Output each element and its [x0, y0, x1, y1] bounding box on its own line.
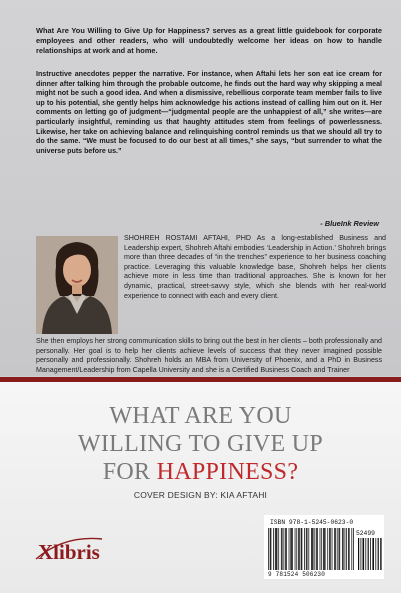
barcode-bar	[327, 528, 328, 570]
barcode-bar	[332, 528, 333, 570]
addon-barcode-icon	[358, 538, 382, 570]
barcode-bar	[295, 528, 296, 570]
barcode-bar	[353, 528, 354, 570]
barcode-bar	[299, 528, 300, 570]
title-line-3	[0, 458, 401, 486]
author-bio-continued: She then employs her strong communication skills to bring out the best in her clients – both professionally and personally. Her goal is to help her clients achieve levels of success that they never imagined possible personally and professionally. Shohreh holds an MBA from University of Phoenix, and a PhD in Business Management/Leadership from Capella University and she is a Certified Business Coach and Trainer	[36, 337, 382, 374]
isbn-number: ISBN 978-1-5245-0623-0	[270, 519, 354, 526]
price-code: 52499	[356, 530, 375, 537]
barcode-bar	[349, 528, 350, 570]
barcode-bar	[339, 528, 340, 570]
barcode-bar	[330, 528, 331, 570]
barcode-bar	[316, 528, 317, 570]
barcode-bar	[282, 528, 283, 570]
cover-design-credit: COVER DESIGN BY: KIA AFTAHI	[133, 490, 268, 500]
barcode-bar	[323, 528, 324, 570]
barcode-bar	[321, 528, 322, 570]
barcode-bar	[348, 528, 349, 570]
barcode-bar	[268, 528, 269, 570]
barcode-bar	[311, 528, 312, 570]
barcode-bar	[286, 528, 287, 570]
barcode-bar	[343, 528, 344, 570]
barcode-bar	[278, 528, 279, 570]
barcode-bar	[289, 528, 290, 570]
barcode-bar	[320, 528, 321, 570]
barcode-digits: 9 781524 506230	[268, 571, 326, 578]
barcode-bar	[301, 528, 302, 570]
author-portrait-icon	[36, 236, 118, 334]
barcode-bar	[312, 528, 313, 570]
barcode-bar	[307, 528, 308, 570]
barcode-bar	[346, 528, 347, 570]
barcode-bar	[277, 528, 278, 570]
barcode-bar	[308, 528, 309, 570]
barcode-bar	[334, 528, 335, 570]
title-line-1: WHAT ARE YOU	[109, 403, 292, 429]
book-title	[0, 402, 401, 486]
barcode-bar	[324, 528, 325, 570]
title-accent-word: HAPPINESS?	[156, 459, 299, 485]
barcode-icon	[268, 528, 354, 570]
barcode-bar	[271, 528, 272, 570]
barcode-bar	[306, 528, 307, 570]
barcode-bar	[304, 528, 305, 570]
barcode-bar	[335, 528, 336, 570]
title-line-2: WILLING TO GIVE UP	[77, 431, 324, 457]
barcode-bar	[329, 528, 330, 570]
barcode-bar	[291, 528, 292, 570]
barcode-bar	[296, 528, 297, 570]
barcode-bar	[351, 528, 352, 570]
barcode-bar	[276, 528, 277, 570]
author-photo	[36, 236, 118, 334]
publisher-logo: Xlibris	[38, 540, 100, 564]
review-source: - BlueInk Review	[320, 219, 379, 228]
barcode-bar	[337, 528, 338, 570]
blurb-paragraph-1: What Are You Willing to Give Up for Happiness? serves as a great little guidebook for corporate employees and other readers, who will undoubtedly welcome her ideas on how to handle relationships at work and at home.	[36, 26, 382, 55]
barcode-bar	[325, 528, 326, 570]
blurb-paragraph-2: Instructive anecdotes pepper the narrative. For instance, when Aftahi lets her son eat ice cream for dinner after talking him through the probable outcome, he finds out the hard way why skipping a meal might not be such a good idea. And when a dismissive, rebellious corporate team member fails to live up to his potential, she gently helps him acknowledge his actions instead of calling him out on it. Her comments on letting go of judgment—“judgmental people are the unhappiest of all,” she writes—are particularly insightful, reminding us that haughty attitudes stem from feelings of powerlessness. Likewise, her take on achieving balance and relinquishing control reminds us that we should all try to do the same. “We must be focused to do our best at all times,” she says, “but surrender to what the universe puts before us.”	[36, 70, 382, 155]
barcode-bar	[275, 528, 276, 570]
barcode-bar	[314, 528, 315, 570]
barcode-bar	[285, 528, 286, 570]
barcode-bar	[298, 528, 299, 570]
barcode-bar	[292, 528, 293, 570]
barcode-bar	[273, 528, 274, 570]
barcode-bar	[283, 528, 284, 570]
barcode-bar	[302, 528, 303, 570]
barcode-bar	[339, 528, 340, 570]
barcode-bar	[313, 528, 314, 570]
barcode-bar	[270, 528, 271, 570]
barcode-bar	[345, 528, 346, 570]
author-bio-intro: SHOHREH ROSTAMI AFTAHI, PHD As a long-established Business and Leadership expert, Shohreh Aftahi embodies ‘Leadership in Action.’ Shohreh brings more than three decades of “in the trenches” experience to her business coaching practice. Leveraging this valuable knowledge base, Shohreh helps her clients achieve more in less time than traditional approaches. She is known for her dynamic, practical, street-savvy style, which she blends with her real-world experience to connect with each and every client.	[124, 234, 386, 300]
barcode-bar	[290, 528, 291, 570]
barcode-bar	[281, 528, 282, 570]
title-line-3-prefix: FOR	[102, 459, 157, 485]
barcode-bar	[317, 528, 318, 570]
barcode-bar	[342, 528, 343, 570]
